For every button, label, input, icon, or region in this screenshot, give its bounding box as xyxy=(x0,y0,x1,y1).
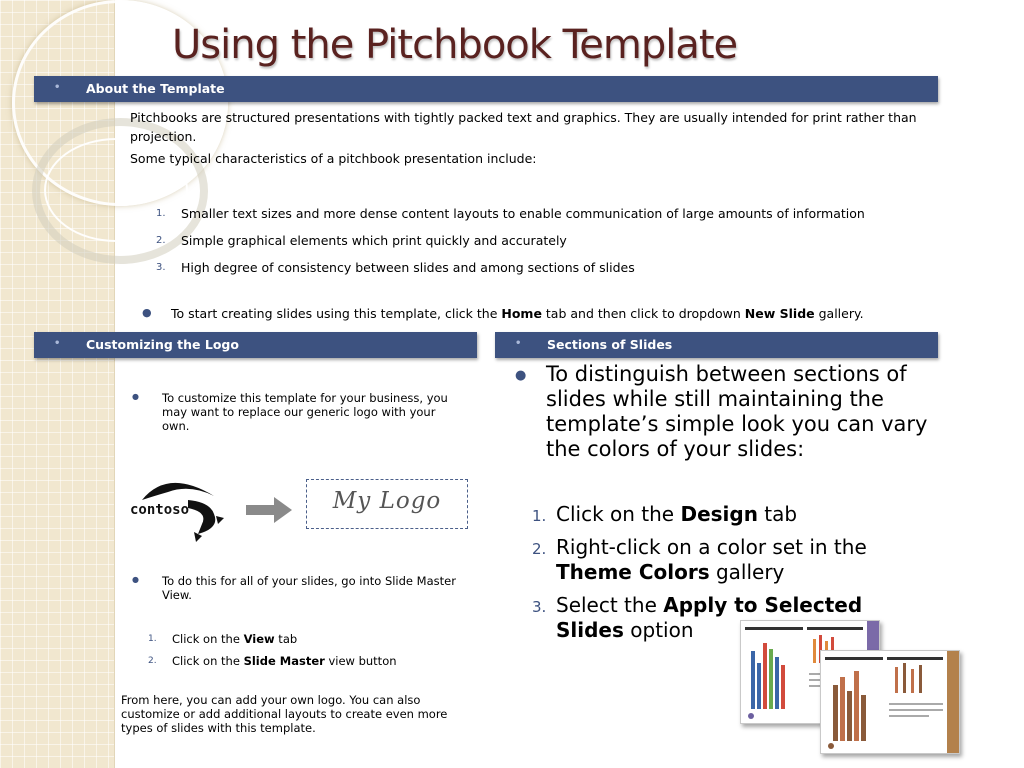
bullet-icon: ● xyxy=(132,575,139,584)
slide-thumbnail-brown xyxy=(820,650,960,754)
list-item: Click on the Slide Master view button xyxy=(172,654,397,668)
bullet-icon: ● xyxy=(515,368,527,383)
list-number: 1. xyxy=(148,634,157,644)
list-item: High degree of consistency between slides and among sections of slides xyxy=(181,260,635,275)
list-item: Right-click on a color set in the Theme Colors gallery xyxy=(556,535,867,584)
list-item: Click on the Design tab xyxy=(556,502,798,526)
arrow-right-icon xyxy=(246,497,292,527)
list-number: 3. xyxy=(532,598,547,616)
about-paragraph-2: Some typical characteristics of a pitchbook presentation include: xyxy=(130,151,537,166)
my-logo-placeholder: My Logo xyxy=(306,479,468,529)
list-number: 2. xyxy=(532,540,547,558)
bullet-icon: • xyxy=(54,82,61,93)
list-number: 3. xyxy=(156,262,166,273)
sections-bullet: To distinguish between sections of slides while still maintaining the template’s simple look you can vary the colors of your slides: xyxy=(546,362,928,461)
list-number: 1. xyxy=(532,507,547,525)
list-item: Simple graphical elements which print quickly and accurately xyxy=(181,233,567,248)
list-item: Click on the View tab xyxy=(172,632,298,646)
bullet-icon: • xyxy=(515,338,522,349)
page-title: Using the Pitchbook Template xyxy=(172,22,738,68)
section-header-about: • About the Template xyxy=(34,76,938,102)
bullet-icon: ● xyxy=(132,392,139,401)
list-item: Select the Apply to Selected Slides option xyxy=(556,593,863,642)
start-instructions: To start creating slides using this template, click the Home tab and then click to dropdown New Slide gallery. xyxy=(171,306,864,321)
section-header-logo: • Customizing the Logo xyxy=(34,332,477,358)
list-number: 2. xyxy=(148,656,157,666)
section-header-sections: • Sections of Slides xyxy=(495,332,938,358)
list-number: 2. xyxy=(156,235,166,246)
list-number: 1. xyxy=(156,208,166,219)
logo-text: contoso xyxy=(130,502,190,518)
about-paragraph-1: Pitchbooks are structured presentations with tightly packed text and graphics. They are usually intended for print rather than projection. xyxy=(130,110,917,144)
bullet-icon: • xyxy=(54,338,61,349)
logo-footer-text: From here, you can add your own logo. You can also customize or add additional layouts to create even more types of slides with this template. xyxy=(121,693,448,735)
list-item: Smaller text sizes and more dense content layouts to enable communication of large amounts of information xyxy=(181,206,865,221)
logo-bullet-2: To do this for all of your slides, go into Slide Master View. xyxy=(162,574,456,602)
bullet-icon: ● xyxy=(142,306,152,319)
logo-bullet-1: To customize this template for your business, you may want to replace our generic logo with your own. xyxy=(162,391,448,433)
contoso-logo xyxy=(128,474,228,544)
